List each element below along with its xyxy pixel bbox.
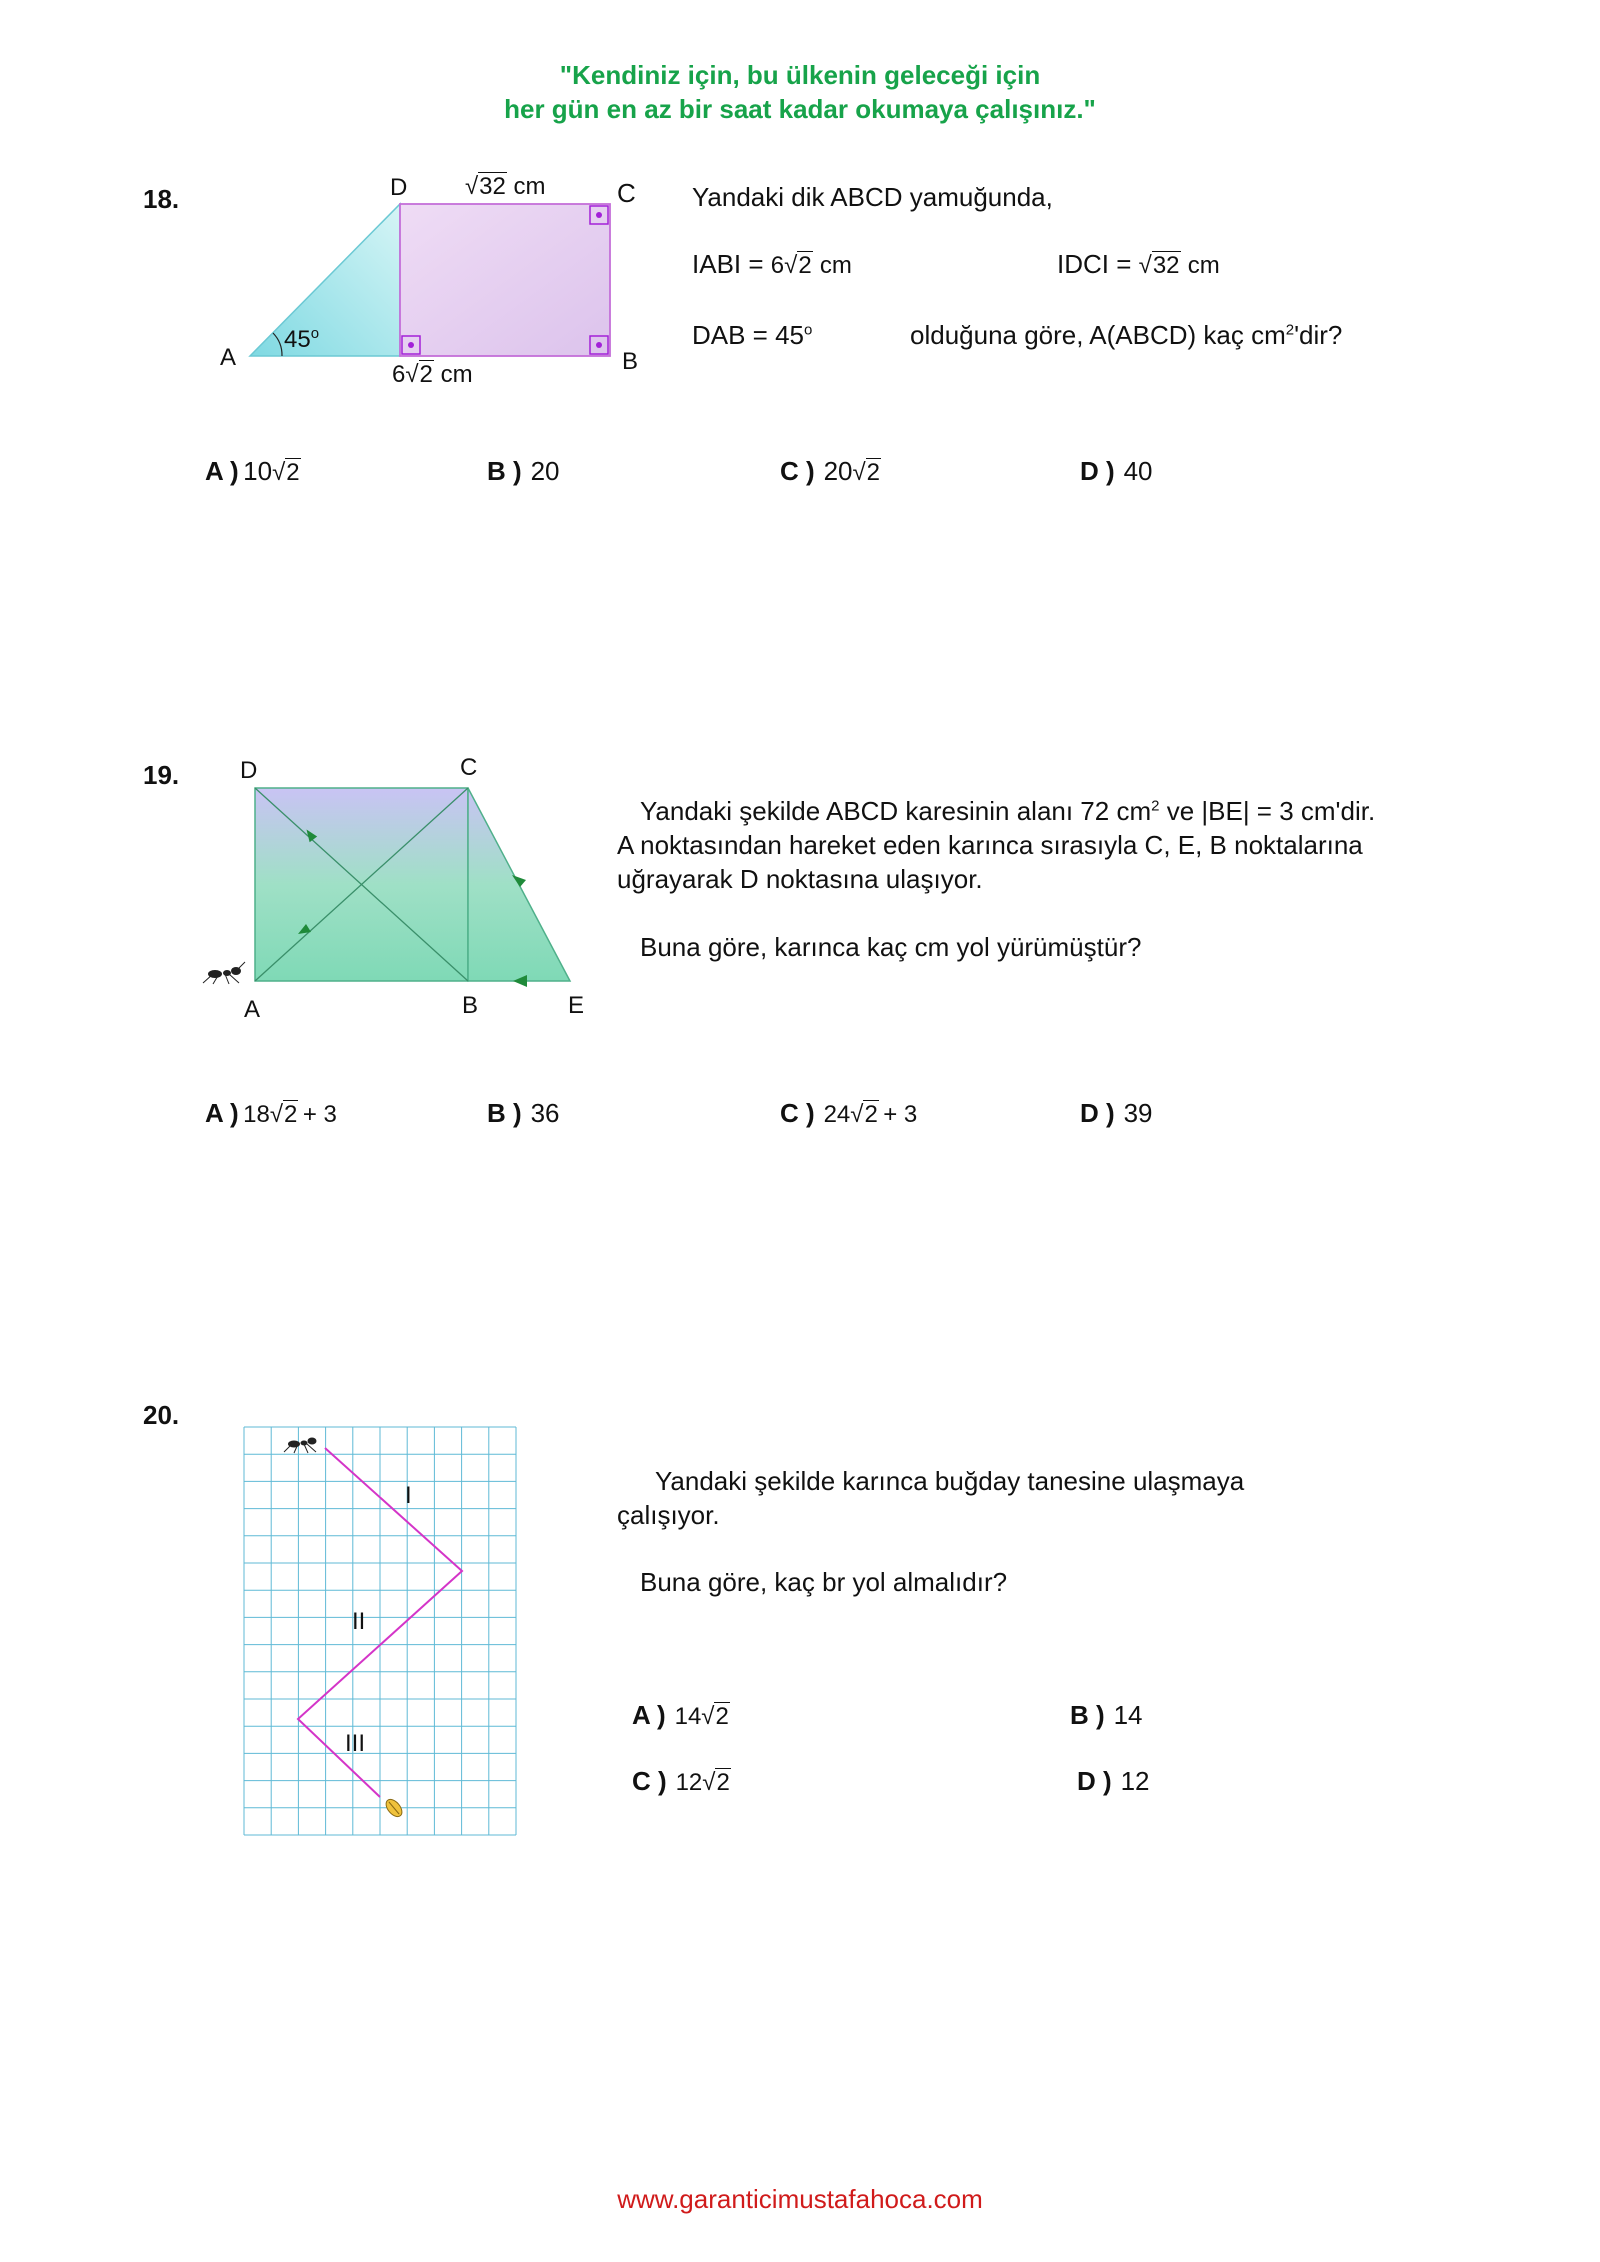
dc-length: IDCI = √32 cm <box>1057 249 1220 279</box>
label-c-19: C <box>460 754 478 781</box>
label-b-19: B <box>462 992 479 1019</box>
question-19-number: 19. <box>143 760 180 790</box>
q20-option-c[interactable]: C ) 12√2 <box>632 1766 730 1796</box>
ant-icon <box>284 1438 317 1454</box>
label-b: B <box>622 348 639 375</box>
segment-label-ii: II <box>352 1608 366 1635</box>
question-20-line-2: çalışıyor. <box>617 1500 720 1530</box>
question-19-line-3: uğrayarak D noktasına ulaşıyor. <box>617 864 983 894</box>
question-18-intro: Yandaki dik ABCD yamuğunda, <box>692 182 1053 212</box>
label-d-19: D <box>240 757 258 784</box>
label-a-19: A <box>244 996 261 1023</box>
label-e-19: E <box>568 992 585 1019</box>
q18-option-a[interactable]: A ) 10√2 <box>205 456 300 486</box>
q18-option-c[interactable]: C ) 20√2 <box>780 456 881 486</box>
q20-option-b[interactable]: B ) 14 <box>1070 1700 1143 1730</box>
q20-option-a[interactable]: A ) 14√2 <box>632 1700 729 1730</box>
label-a: A <box>220 344 237 371</box>
angle-label: 45$^o$ <box>284 325 320 353</box>
footer-website: www.garanticimustafahoca.com <box>617 2184 983 2214</box>
question-19-line-1: Yandaki şekilde ABCD karesinin alanı 72 $cm^2$ ve |BE| = 3 cm'dir. <box>640 796 1376 826</box>
q19-option-b[interactable]: B ) 36 <box>487 1098 560 1128</box>
q18-option-d[interactable]: D ) 40 <box>1080 456 1153 486</box>
header-line-2: her gün en az bir saat kadar okumaya çalışınız." <box>504 94 1096 124</box>
q18-option-b[interactable]: B ) 20 <box>487 456 560 486</box>
q19-option-c[interactable]: C ) 24√2 + 3 <box>780 1098 918 1128</box>
ab-length: IABI = 6√2 cm <box>692 249 852 279</box>
angle-dab: DAB = $45^o$ <box>692 320 813 350</box>
question-20-number: 20. <box>143 1400 180 1430</box>
question-18-text: olduğuna göre, A(ABCD) kaç $cm^2'dir$? <box>910 320 1343 350</box>
question-19-text: Buna göre, karınca kaç cm yol yürümüştür? <box>640 932 1142 962</box>
grid-lines <box>244 1427 516 1835</box>
top-side-length: √32 cm <box>465 173 546 200</box>
segment-label-iii: III <box>345 1730 366 1757</box>
question-20-line-1: Yandaki şekilde karınca buğday tanesine ulaşmaya <box>655 1466 1245 1496</box>
bottom-side-length: 6√2 cm <box>392 361 473 388</box>
label-d: D <box>390 174 408 201</box>
q19-option-d[interactable]: D ) 39 <box>1080 1098 1153 1128</box>
label-c: C <box>617 178 636 208</box>
header-line-1: "Kendiniz için, bu ülkenin geleceği için <box>559 60 1041 90</box>
q20-option-d[interactable]: D ) 12 <box>1077 1766 1150 1796</box>
q19-option-a[interactable]: A ) 18√2 + 3 <box>205 1098 337 1128</box>
question-18-number: 18. <box>143 184 180 214</box>
question-20-text: Buna göre, kaç br yol almalıdır? <box>640 1567 1008 1597</box>
question-19-line-2: A noktasından hareket eden karınca sırasıyla C, E, B noktalarına <box>617 830 1363 860</box>
segment-label-i: I <box>405 1482 412 1509</box>
